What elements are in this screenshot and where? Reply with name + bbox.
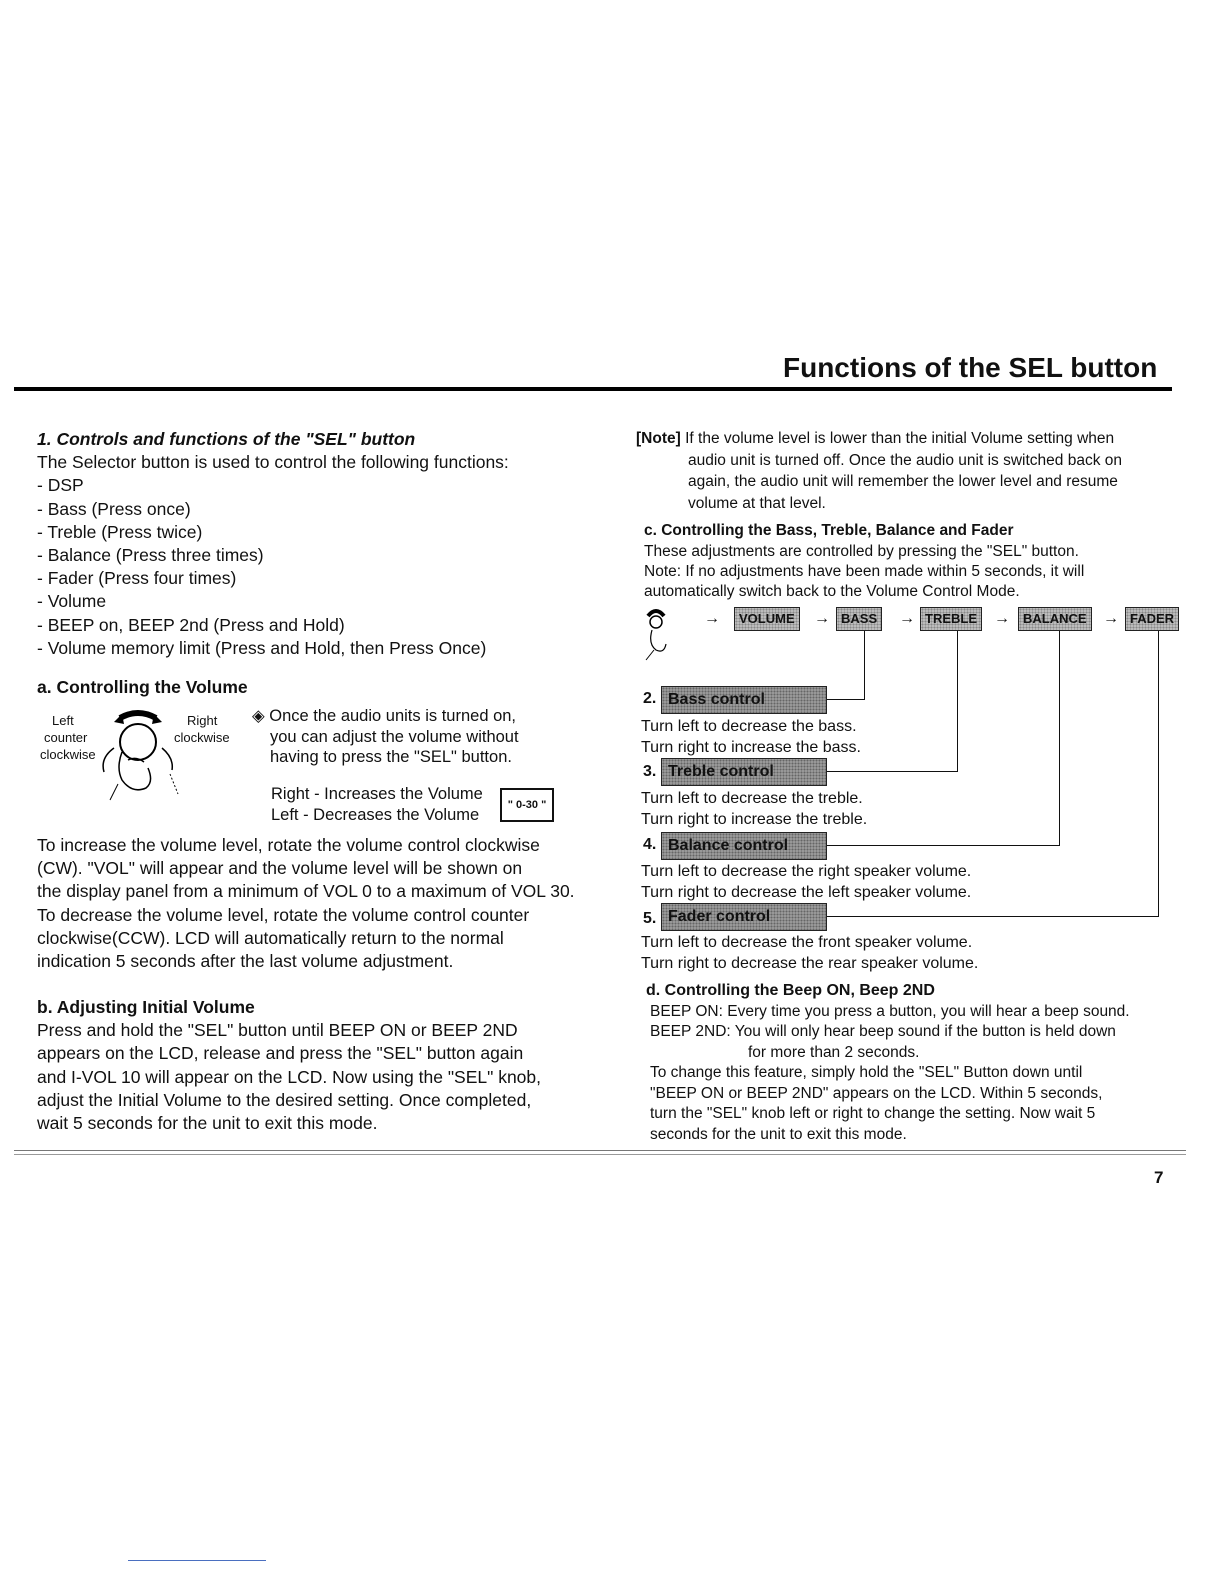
volume-left-line: Left - Decreases the Volume [271, 805, 480, 824]
step-line: Turn left to decrease the bass. [641, 718, 857, 735]
flow-arrow-icon: → [814, 610, 830, 627]
section-c-line: Note: If no adjustments have been made within 5 seconds, it will [644, 562, 1085, 580]
connector-line [826, 916, 1159, 917]
section-d-line: BEEP ON: Every time you press a button, you will hear a beep sound. [650, 1002, 1130, 1020]
volume-knob-icon [88, 708, 188, 808]
connector-line [957, 631, 958, 771]
list-item: - DSP [37, 475, 84, 496]
connector-line [826, 845, 1060, 846]
note-tag: [Note] [636, 430, 681, 447]
page-title: Functions of the SEL button [783, 352, 1158, 383]
section-d-block [646, 980, 1130, 1145]
volume-range-box: " 0-30 " [500, 788, 554, 822]
step-line: Turn right to decrease the rear speaker volume. [641, 955, 979, 972]
connector-line [864, 631, 865, 699]
paragraph-line: To decrease the volume level, rotate the volume control counter [37, 904, 530, 925]
bullet-line: ◈ Once the audio units is turned on, [252, 707, 517, 725]
paragraph-line: (CW). "VOL" will appear and the volume level will be shown on [37, 858, 523, 879]
chip-fader: FADER [1125, 607, 1179, 631]
section-c-heading: c. Controlling the Bass, Treble, Balance and Fader [644, 522, 1014, 539]
section-c-line: These adjustments are controlled by pressing the "SEL" button. [644, 542, 1079, 560]
list-item: - Fader (Press four times) [37, 568, 237, 589]
list-item: - Volume [37, 591, 107, 612]
connector-line [1059, 631, 1060, 845]
note-line: volume at that level. [688, 494, 826, 512]
balance-control-bar: Balance control [661, 832, 827, 860]
connector-line [826, 771, 958, 772]
list-item: - Treble (Press twice) [37, 521, 203, 542]
section-d-line: seconds for the unit to exit this mode. [650, 1125, 907, 1143]
note-line: audio unit is turned off. Once the audio unit is switched back on [688, 451, 1122, 469]
footnote-rule [128, 1560, 266, 1561]
fader-control-text [641, 932, 978, 974]
knob-label-right-clockwise: clockwise [174, 730, 230, 745]
section1-heading: 1. Controls and functions of the "SEL" button [37, 429, 416, 449]
knob-label-counter: counter [44, 730, 88, 745]
paragraph-line: adjust the Initial Volume to the desired setting. Once completed, [37, 1089, 532, 1110]
note-line: If the volume level is lower than the initial Volume setting when [685, 430, 1115, 447]
paragraph-line: wait 5 seconds for the unit to exit this mode. [37, 1113, 378, 1134]
section-d-line: "BEEP ON or BEEP 2ND" appears on the LCD. Within 5 seconds, [650, 1084, 1103, 1102]
step-line: Turn left to decrease the treble. [641, 790, 863, 807]
volume-bullet-text [252, 706, 519, 768]
paragraph-line: the display panel from a minimum of VOL 0 to a maximum of VOL 30. [37, 881, 575, 902]
paragraph-line: appears on the LCD, release and press the "SEL" button again [37, 1043, 524, 1064]
step-number: 3. [643, 763, 657, 780]
volume-paragraph [37, 834, 627, 973]
section-c-block [644, 520, 1084, 602]
balance-control-text [641, 861, 971, 903]
step-number: 4. [643, 836, 657, 853]
section-d-line: turn the "SEL" knob left or right to change the setting. Now wait 5 [650, 1105, 1096, 1122]
step-line: Turn right to decrease the left speaker volume. [641, 884, 972, 901]
section-d-line: To change this feature, simply hold the "SEL" Button down until [650, 1064, 1083, 1081]
chip-balance: BALANCE [1018, 607, 1092, 631]
left-column [37, 428, 627, 699]
page-number: 7 [1154, 1168, 1164, 1187]
section-d-line: BEEP 2ND: You will only hear beep sound if the button is held down [650, 1023, 1116, 1040]
step-number: 2. [643, 690, 657, 707]
section-d-heading: d. Controlling the Beep ON, Beep 2ND [646, 982, 935, 999]
step-number: 5. [643, 910, 657, 927]
bullet-line: having to press the "SEL" button. [270, 748, 512, 766]
section-b-heading: b. Adjusting Initial Volume [37, 997, 255, 1017]
knob-label-left: Left [52, 713, 74, 728]
step-line: Turn right to increase the bass. [641, 739, 861, 756]
paragraph-line: clockwise(CCW). LCD will automatically return to the normal [37, 927, 504, 948]
volume-right-line: Right - Increases the Volume [271, 785, 483, 803]
volume-direction-text [271, 784, 483, 825]
bass-control-text [641, 716, 861, 758]
step-line: Turn right to increase the treble. [641, 811, 868, 828]
treble-control-bar: Treble control [661, 758, 827, 786]
knob-figure [38, 708, 248, 808]
bullet-line: you can adjust the volume without [270, 727, 519, 746]
bass-control-bar: Bass control [661, 686, 827, 714]
list-item: - Balance (Press three times) [37, 545, 264, 566]
fader-control-bar: Fader control [661, 903, 827, 931]
list-item: - Volume memory limit (Press and Hold, then Press Once) [37, 637, 487, 658]
initial-volume-section [37, 996, 627, 1135]
knob-press-icon [644, 604, 684, 664]
header-rule [14, 387, 1172, 391]
connector-line [826, 699, 865, 700]
footer-rule [14, 1150, 1186, 1151]
note-line: again, the audio unit will remember the lower level and resume [688, 473, 1118, 490]
chip-bass: BASS [836, 607, 882, 631]
chip-volume: VOLUME [734, 607, 800, 631]
connector-line [1158, 631, 1159, 916]
flow-arrow-icon: → [1103, 610, 1119, 627]
note-block [636, 428, 1122, 514]
list-item: - BEEP on, BEEP 2nd (Press and Hold) [37, 614, 345, 635]
list-item: - Bass (Press once) [37, 498, 191, 519]
paragraph-line: Press and hold the "SEL" button until BEEP ON or BEEP 2ND [37, 1020, 518, 1041]
section-d-line: for more than 2 seconds. [748, 1043, 920, 1061]
paragraph-line: To increase the volume level, rotate the volume control clockwise [37, 835, 540, 855]
section-a-heading: a. Controlling the Volume [37, 677, 248, 698]
flow-arrow-icon: → [994, 610, 1010, 627]
step-line: Turn left to decrease the front speaker volume. [641, 934, 973, 951]
step-line: Turn left to decrease the right speaker volume. [641, 863, 972, 880]
chip-treble: TREBLE [920, 607, 982, 631]
treble-control-text [641, 788, 867, 830]
flow-arrow-icon: → [899, 610, 915, 627]
paragraph-line: indication 5 seconds after the last volume adjustment. [37, 951, 454, 972]
section1-intro: The Selector button is used to control the following functions: [37, 452, 509, 473]
footer-rule [14, 1154, 1186, 1155]
knob-label-right: Right [187, 713, 218, 728]
paragraph-line: and I-VOL 10 will appear on the LCD. Now using the "SEL" knob, [37, 1066, 542, 1087]
function-list [37, 474, 627, 660]
knob-label-clockwise: clockwise [40, 747, 96, 762]
flow-arrow-icon: → [704, 610, 720, 627]
section-c-line: automatically switch back to the Volume Control Mode. [644, 582, 1020, 600]
